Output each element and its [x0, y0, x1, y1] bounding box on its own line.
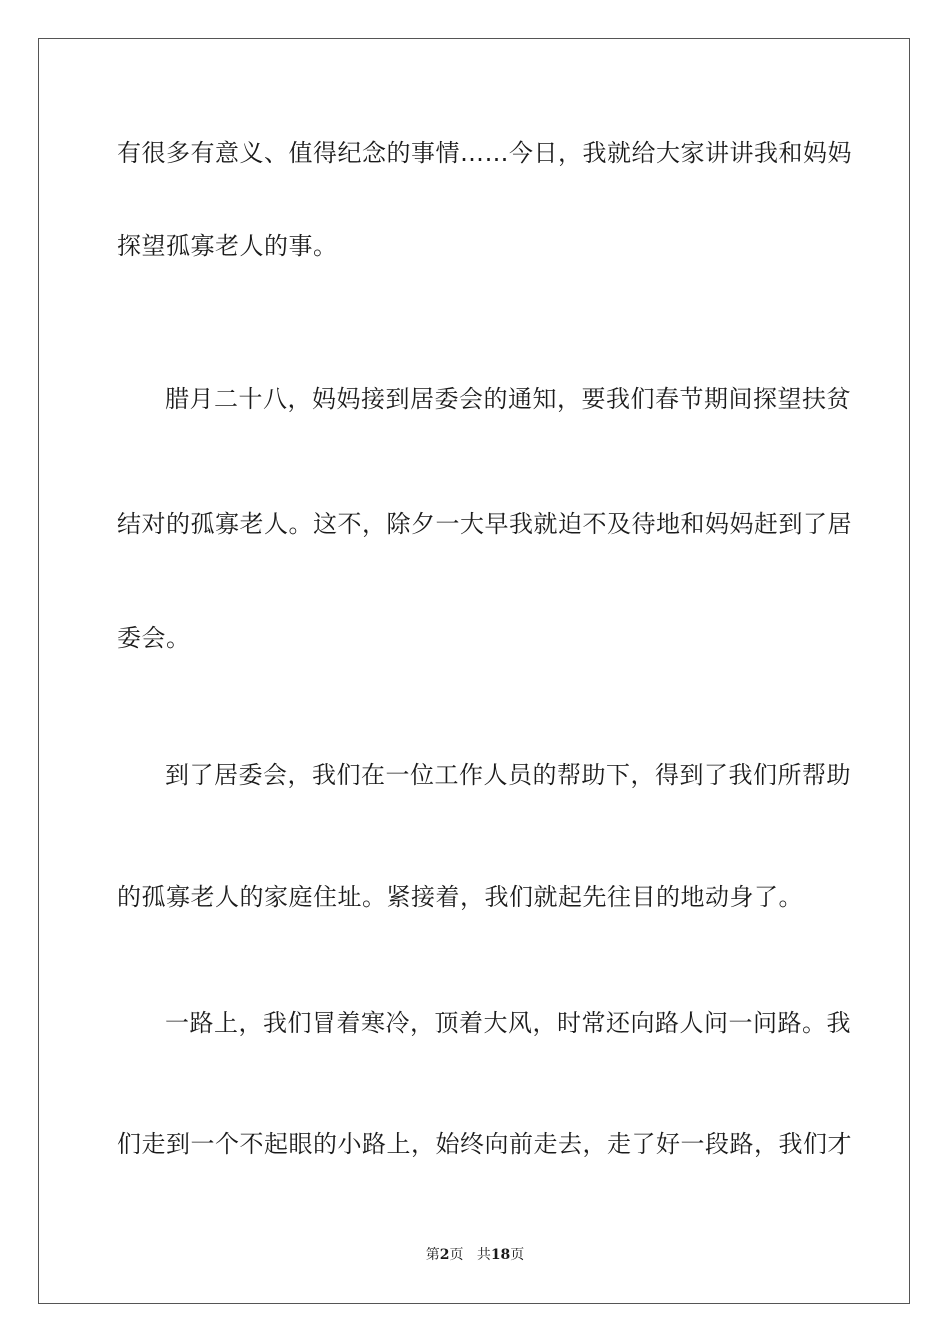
paragraph-line-3: 腊月二十八，妈妈接到居委会的通知，要我们春节期间探望扶贫	[165, 385, 851, 413]
page-border	[38, 38, 910, 1304]
footer-page-prefix: 第	[425, 1247, 440, 1263]
paragraph-line-8: 一路上，我们冒着寒冷，顶着大风，时常还向路人问一问路。我	[165, 1009, 851, 1037]
footer-total-suffix: 页	[510, 1247, 525, 1263]
paragraph-line-2: 探望孤寡老人的事。	[117, 232, 338, 260]
footer-page-number: 2	[439, 1247, 450, 1263]
paragraph-line-7: 的孤寡老人的家庭住址。紧接着，我们就起先往目的地动身了。	[117, 883, 803, 911]
footer-page-suffix: 页	[449, 1247, 464, 1263]
paragraph-line-1: 有很多有意义、值得纪念的事情……今日，我就给大家讲讲我和妈妈	[117, 139, 852, 167]
page-footer	[0, 1246, 950, 1264]
paragraph-line-6: 到了居委会，我们在一位工作人员的帮助下，得到了我们所帮助	[165, 761, 851, 789]
footer-total-pages: 18	[490, 1247, 511, 1263]
footer-total-prefix: 共	[476, 1247, 491, 1263]
paragraph-line-5: 委会。	[117, 624, 191, 652]
paragraph-line-9: 们走到一个不起眼的小路上，始终向前走去，走了好一段路，我们才	[117, 1130, 852, 1158]
paragraph-line-4: 结对的孤寡老人。这不，除夕一大早我就迫不及待地和妈妈赶到了居	[117, 510, 852, 538]
